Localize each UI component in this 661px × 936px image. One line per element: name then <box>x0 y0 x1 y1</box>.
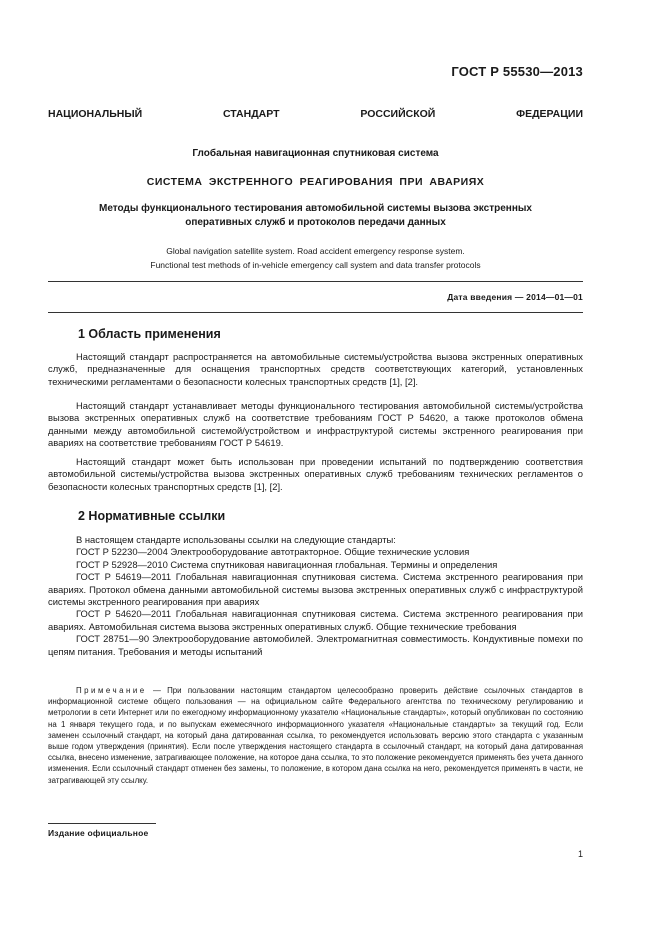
section-1-heading: 1 Область применения <box>78 327 221 341</box>
reference-item: ГОСТ Р 54620—2011 Глобальная навигационная спутниковая система. Система экстренного реагирования при авариях. Автомобильная система вызова экстренных оперативных служб. Общие технические требования <box>48 608 583 632</box>
national-title-word: ФЕДЕРАЦИИ <box>516 108 583 120</box>
note-label: Примечание <box>76 686 147 695</box>
divider <box>48 312 583 313</box>
section-2-heading: 2 Нормативные ссылки <box>78 509 226 523</box>
reference-item: ГОСТ Р 52928—2010 Система спутниковая навигационная глобальная. Термины и определения <box>76 558 498 570</box>
subtitle <box>48 202 583 230</box>
national-title-word: РОССИЙСКОЙ <box>360 108 436 120</box>
section-1-paragraph: Настоящий стандарт может быть использован при проведении испытаний по подтверждению соответствия автомобильной системы/устройства вызова экстренных оперативных служб требованиям технических регламентов о безопасности колесных транспортных средств [1], [2]. <box>48 456 583 492</box>
references-intro: В настоящем стандарте использованы ссылки на следующие стандарты: <box>76 534 396 545</box>
normative-references <box>48 534 583 658</box>
main-title: СИСТЕМА ЭКСТРЕННОГО РЕАГИРОВАНИЯ ПРИ АВАРИЯХ <box>146 176 485 188</box>
reference-item: ГОСТ Р 52230—2004 Электрооборудование автотракторное. Общие технические условия <box>76 546 470 558</box>
national-standard-title <box>48 108 583 120</box>
page-number: 1 <box>577 849 583 859</box>
national-title-word: НАЦИОНАЛЬНЫЙ <box>48 108 143 120</box>
section-1-paragraph: Настоящий стандарт распространяется на автомобильные системы/устройства вызова экстренных оперативных служб, предназначенные для оснащения транспортных средств соответствующих категорий, установленных техническими регламентами о безопасности колесных транспортных средств [1], [2]. <box>48 351 583 387</box>
official-edition-label: Издание официальное <box>48 828 149 838</box>
divider <box>48 281 583 282</box>
document-code: ГОСТ Р 55530—2013 <box>451 64 583 79</box>
note-text: — При пользовании настоящим стандартом целесообразно проверить действие ссылочных стандартов в информационной системе общего пользования — на официальном сайте Федерального агентства по техническому регулированию и метрологии в сети Интернет или по ежегодному информационному указателю «Национальные стандарты», который опубликован по состоянию на 1 января текущего года, и по выпускам ежемесячного информационного указателя «Национальные стандарты» за текущий год. Если заменен ссылочный стандарт, на который дана датированная ссылка, то рекомендуется использовать версию этого стандарта с указанным выше годом утверждения (принятия). Если после утверждения настоящего стандарта в ссылочный стандарт, на который дана датированная ссылка, внесено изменение, затрагивающее положение, на которое дана ссылка, то это положение рекомендуется применять без учета данного изменения. Если ссылочный стандарт отменен без замены, то положение, в котором дана ссылка на него, рекомендуется применять в части, не затрагивающей эту ссылку. <box>48 686 583 785</box>
reference-item: ГОСТ 28751—90 Электрооборудование автомобилей. Электромагнитная совместимость. Кондуктивные помехи по цепям питания. Требования и методы испытаний <box>48 633 583 657</box>
note <box>48 685 583 786</box>
section-1-paragraph: Настоящий стандарт устанавливает методы функционального тестирования автомобильной системы/устройства вызова экстренных оперативных служб на соответствие требованиям ГОСТ Р 54620, а также протоколов обмена данными между автомобильной системой/устройством и инфраструктурой системы экстренного реагирования при авариях на соответствие требованиям ГОСТ Р 54619. <box>48 400 583 449</box>
divider <box>48 823 156 824</box>
introduction-date: Дата введения — 2014—01—01 <box>447 292 583 302</box>
national-title-word: СТАНДАРТ <box>222 108 280 120</box>
english-title <box>48 244 583 272</box>
reference-item: ГОСТ Р 54619—2011 Глобальная навигационная спутниковая система. Система экстренного реагирования при авариях. Протокол обмена данными автомобильной системы вызова экстренных оперативных служб с инфраструктурой системы экстренного реагирования при авариях <box>48 571 583 608</box>
english-title-line: Functional test methods of in-vehicle emergency call system and data transfer protocols <box>150 260 481 270</box>
subtitle-line: оперативных служб и протоколов передачи данных <box>185 217 446 228</box>
english-title-line: Global navigation satellite system. Road accident emergency response system. <box>166 246 465 256</box>
system-title: Глобальная навигационная спутниковая система <box>192 148 439 159</box>
subtitle-line: Методы функционального тестирования автомобильной системы вызова экстренных <box>99 203 532 214</box>
